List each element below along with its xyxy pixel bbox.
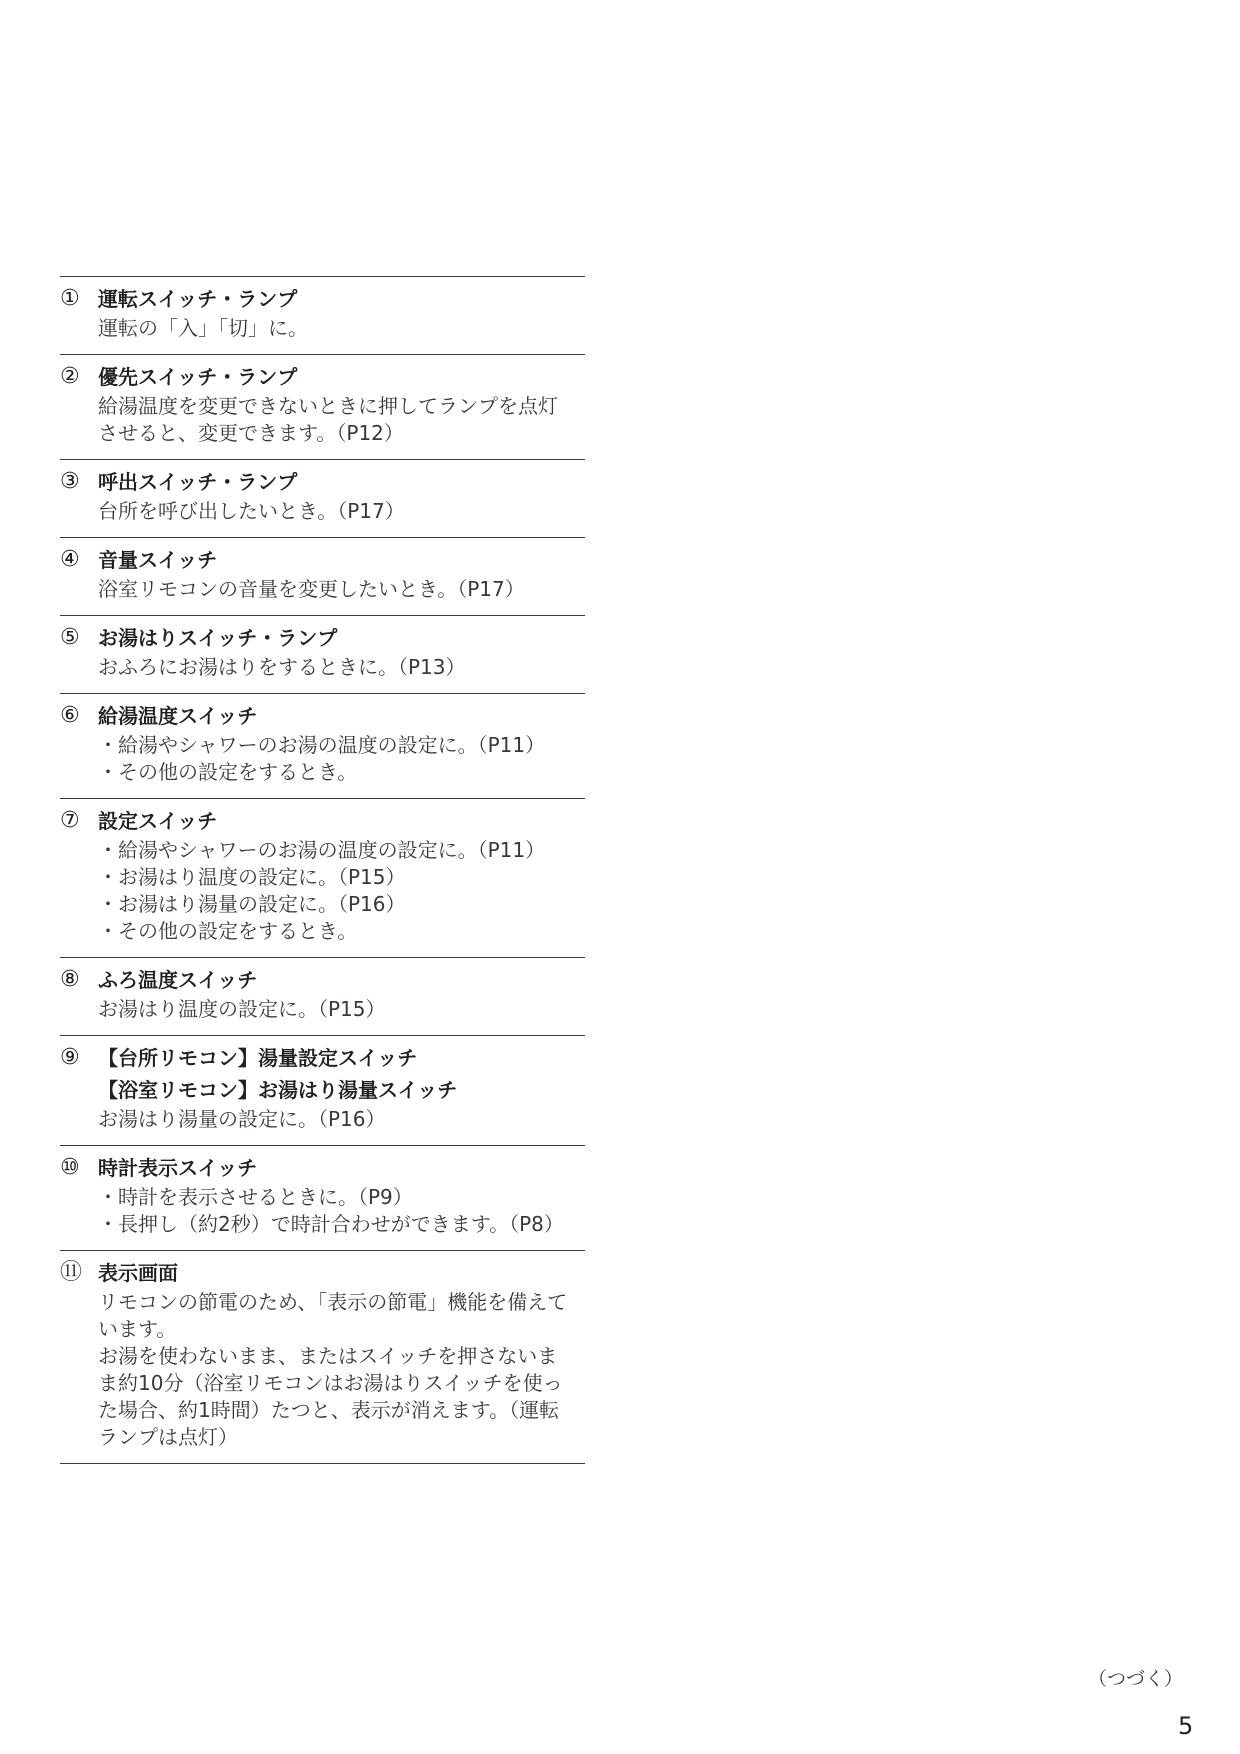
list-item — [60, 799, 585, 958]
item-description — [60, 1289, 585, 1451]
description-line: リモコンの節電のため、「表示の節電」機能を備えて — [98, 1290, 568, 1314]
list-item — [60, 616, 585, 694]
description-line: ・お湯はり温度の設定に。（P15） — [98, 865, 406, 889]
item-heading — [60, 805, 585, 837]
list-item — [60, 460, 585, 538]
description-line: させると、変更できます。（P12） — [98, 421, 404, 445]
item-titles — [98, 622, 337, 654]
item-heading — [60, 361, 585, 393]
list-item — [60, 958, 585, 1036]
item-titles — [98, 805, 217, 837]
item-titles — [98, 1042, 457, 1106]
item-number: ⑦ — [60, 808, 80, 833]
item-title: ふろ温度スイッチ — [98, 968, 258, 992]
item-number: ⑪ — [60, 1260, 83, 1285]
description-line: おふろにお湯はりをするときに。（P13） — [98, 655, 466, 679]
item-titles — [98, 466, 297, 498]
description-line: ま約10分（浴室リモコンはお湯はりスイッチを使っ — [98, 1371, 563, 1395]
item-heading — [60, 466, 585, 498]
item-description — [60, 1184, 585, 1238]
item-heading — [60, 622, 585, 654]
list-item — [60, 277, 585, 355]
item-description — [60, 498, 585, 525]
description-line: 台所を呼び出したいとき。（P17） — [98, 499, 405, 523]
item-titles — [98, 1257, 178, 1289]
item-heading — [60, 1042, 585, 1106]
item-heading — [60, 283, 585, 315]
item-title: 表示画面 — [98, 1261, 178, 1285]
item-titles — [98, 1152, 257, 1184]
list-item — [60, 694, 585, 799]
description-line: います。 — [98, 1317, 177, 1341]
description-line: ・お湯はり湯量の設定に。（P16） — [98, 892, 406, 916]
item-title: 【台所リモコン】湯量設定スイッチ — [98, 1046, 418, 1070]
item-heading — [60, 544, 585, 576]
item-titles — [98, 361, 297, 393]
continued-note: （つづく） — [1088, 1668, 1184, 1690]
item-description — [60, 393, 585, 447]
item-title: 【浴室リモコン】お湯はり湯量スイッチ — [98, 1078, 458, 1102]
description-line: 給湯温度を変更できないときに押してランプを点灯 — [98, 394, 558, 418]
list-item — [60, 538, 585, 616]
item-description — [60, 1106, 585, 1133]
description-line: ・時計を表示させるときに。（P9） — [98, 1185, 413, 1209]
item-number: ② — [60, 364, 80, 389]
description-line: ・長押し（約2秒）で時計合わせができます。（P8） — [98, 1212, 564, 1236]
page-number: 5 — [1178, 1712, 1194, 1740]
description-line: ・その他の設定をするとき。 — [98, 919, 358, 943]
list-item — [60, 1036, 585, 1146]
item-title: 設定スイッチ — [98, 809, 218, 833]
item-description — [60, 576, 585, 603]
description-line: ・給湯やシャワーのお湯の温度の設定に。（P11） — [98, 838, 546, 862]
item-heading — [60, 700, 585, 732]
item-title: 給湯温度スイッチ — [98, 704, 258, 728]
item-title: 運転スイッチ・ランプ — [98, 287, 298, 311]
item-number: ③ — [60, 469, 80, 494]
description-line: 運転の「入」「切」に。 — [98, 316, 308, 340]
item-number: ⑧ — [60, 967, 80, 992]
list-item — [60, 1251, 585, 1464]
description-line: お湯はり温度の設定に。（P15） — [98, 997, 386, 1021]
item-heading — [60, 964, 585, 996]
item-number: ⑩ — [60, 1155, 80, 1180]
description-line: ランプは点灯） — [98, 1425, 238, 1449]
item-heading — [60, 1152, 585, 1184]
item-description — [60, 315, 585, 342]
item-number: ④ — [60, 547, 80, 572]
description-line: お湯はり湯量の設定に。（P16） — [98, 1107, 386, 1131]
switch-description-list — [60, 276, 585, 1464]
description-line: ・給湯やシャワーのお湯の温度の設定に。（P11） — [98, 733, 546, 757]
item-number: ⑥ — [60, 703, 80, 728]
list-item — [60, 355, 585, 460]
item-description — [60, 837, 585, 945]
item-number: ① — [60, 286, 80, 311]
description-line: お湯を使わないまま、またはスイッチを押さないま — [98, 1344, 558, 1368]
item-number: ⑤ — [60, 625, 80, 650]
item-titles — [98, 964, 257, 996]
item-titles — [98, 700, 257, 732]
item-heading — [60, 1257, 585, 1289]
item-description — [60, 654, 585, 681]
item-title: 優先スイッチ・ランプ — [98, 365, 298, 389]
item-titles — [98, 283, 297, 315]
description-line: た場合、約1時間）たつと、表示が消えます。（運転 — [98, 1398, 560, 1422]
item-title: 呼出スイッチ・ランプ — [98, 470, 298, 494]
item-description — [60, 996, 585, 1023]
description-line: 浴室リモコンの音量を変更したいとき。（P17） — [98, 577, 525, 601]
item-number: ⑨ — [60, 1045, 80, 1070]
description-line: ・その他の設定をするとき。 — [98, 760, 358, 784]
item-titles — [98, 544, 217, 576]
item-title: 音量スイッチ — [98, 548, 218, 572]
item-title: 時計表示スイッチ — [98, 1156, 258, 1180]
item-description — [60, 732, 585, 786]
item-title: お湯はりスイッチ・ランプ — [98, 626, 338, 650]
list-item — [60, 1146, 585, 1251]
